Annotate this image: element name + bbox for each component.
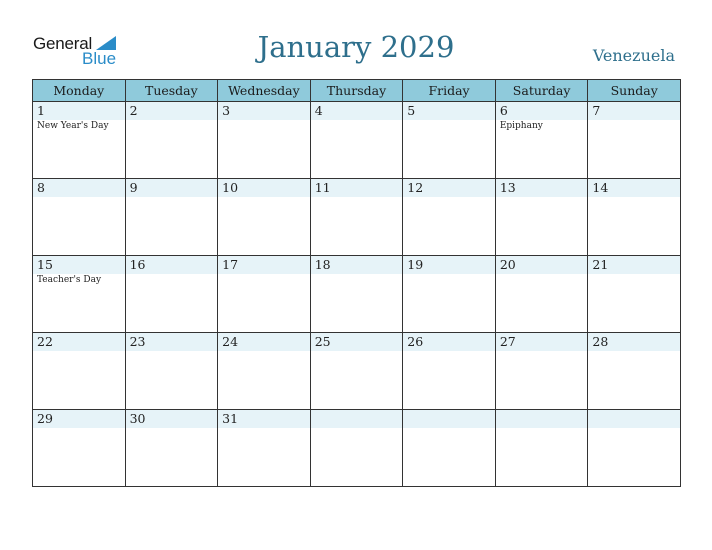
week-row <box>33 179 681 256</box>
day-cell <box>403 256 496 333</box>
day-cell <box>218 256 311 333</box>
day-cell <box>33 256 126 333</box>
weekday-header: Tuesday <box>125 80 218 102</box>
day-cell <box>495 256 588 333</box>
logo-blue-text: Blue <box>82 49 117 68</box>
day-number: 28 <box>592 334 609 349</box>
weekday-header: Saturday <box>495 80 588 102</box>
day-number: 12 <box>407 180 424 195</box>
holiday-label: New Year's Day <box>37 121 109 131</box>
day-band <box>403 410 495 428</box>
day-band <box>33 102 125 120</box>
day-band <box>403 102 495 120</box>
day-cell <box>33 333 126 410</box>
day-cell <box>403 410 496 487</box>
day-cell <box>310 410 403 487</box>
day-number: 16 <box>129 257 146 272</box>
calendar-title: January 2029 <box>257 30 455 64</box>
day-cell <box>125 179 218 256</box>
day-number: 5 <box>407 103 416 118</box>
day-number: 3 <box>222 103 231 118</box>
day-number: 8 <box>37 180 45 195</box>
day-cell <box>403 179 496 256</box>
day-number: 25 <box>314 334 331 349</box>
day-band <box>33 179 125 197</box>
day-cell <box>310 256 403 333</box>
day-number: 21 <box>592 257 609 272</box>
weekday-header-row <box>33 80 681 102</box>
day-cell <box>218 102 311 179</box>
day-cell <box>310 179 403 256</box>
day-cell <box>125 102 218 179</box>
day-number: 22 <box>37 334 53 349</box>
day-cell <box>310 102 403 179</box>
day-cell <box>588 102 681 179</box>
week-row <box>33 102 681 179</box>
day-cell <box>125 333 218 410</box>
day-number: 13 <box>499 180 516 195</box>
day-cell <box>588 179 681 256</box>
day-number: 9 <box>129 180 138 195</box>
day-number: 2 <box>129 103 138 118</box>
week-row <box>33 256 681 333</box>
day-number: 23 <box>129 334 146 349</box>
day-band <box>311 102 403 120</box>
day-cell <box>588 333 681 410</box>
week-row <box>33 333 681 410</box>
day-number: 18 <box>314 257 331 272</box>
day-cell <box>403 102 496 179</box>
day-number: 26 <box>407 334 424 349</box>
day-cell <box>33 179 126 256</box>
day-cell <box>495 410 588 487</box>
weekday-header: Thursday <box>310 80 403 102</box>
day-band <box>126 102 218 120</box>
day-cell <box>495 102 588 179</box>
day-number: 14 <box>592 180 609 195</box>
weekday-header: Sunday <box>588 80 681 102</box>
holiday-label: Teacher's Day <box>37 275 102 285</box>
day-number: 24 <box>222 334 239 349</box>
day-cell <box>33 102 126 179</box>
day-cell <box>218 179 311 256</box>
day-number: 15 <box>37 257 53 272</box>
day-number: 27 <box>499 334 516 349</box>
weekday-header: Monday <box>33 80 126 102</box>
day-band <box>588 410 680 428</box>
day-band <box>496 102 588 120</box>
day-number: 11 <box>314 180 331 195</box>
weekday-header: Wednesday <box>218 80 311 102</box>
day-number: 17 <box>222 257 239 272</box>
day-band <box>496 410 588 428</box>
day-number: 20 <box>499 257 516 272</box>
country-label: Venezuela <box>592 46 675 65</box>
day-number: 30 <box>129 411 146 426</box>
weekday-header: Friday <box>403 80 496 102</box>
day-number: 19 <box>407 257 424 272</box>
day-number: 1 <box>37 103 45 118</box>
day-cell <box>495 333 588 410</box>
day-cell <box>218 333 311 410</box>
holiday-label: Epiphany <box>499 121 543 131</box>
day-number: 7 <box>592 103 601 118</box>
day-number: 29 <box>37 411 53 426</box>
day-cell <box>588 256 681 333</box>
day-cell <box>125 256 218 333</box>
day-cell <box>33 410 126 487</box>
calendar-grid <box>32 79 681 487</box>
day-number: 4 <box>314 103 323 118</box>
day-band <box>218 102 310 120</box>
day-cell <box>495 179 588 256</box>
day-cell <box>125 410 218 487</box>
day-cell <box>588 410 681 487</box>
week-row <box>33 410 681 487</box>
day-number: 31 <box>222 411 239 426</box>
day-cell <box>310 333 403 410</box>
day-band <box>311 410 403 428</box>
day-cell <box>403 333 496 410</box>
day-number: 6 <box>499 103 508 118</box>
day-band <box>126 179 218 197</box>
day-number: 10 <box>222 180 239 195</box>
day-cell <box>218 410 311 487</box>
logo-general-text: General <box>33 34 93 53</box>
day-band <box>588 102 680 120</box>
